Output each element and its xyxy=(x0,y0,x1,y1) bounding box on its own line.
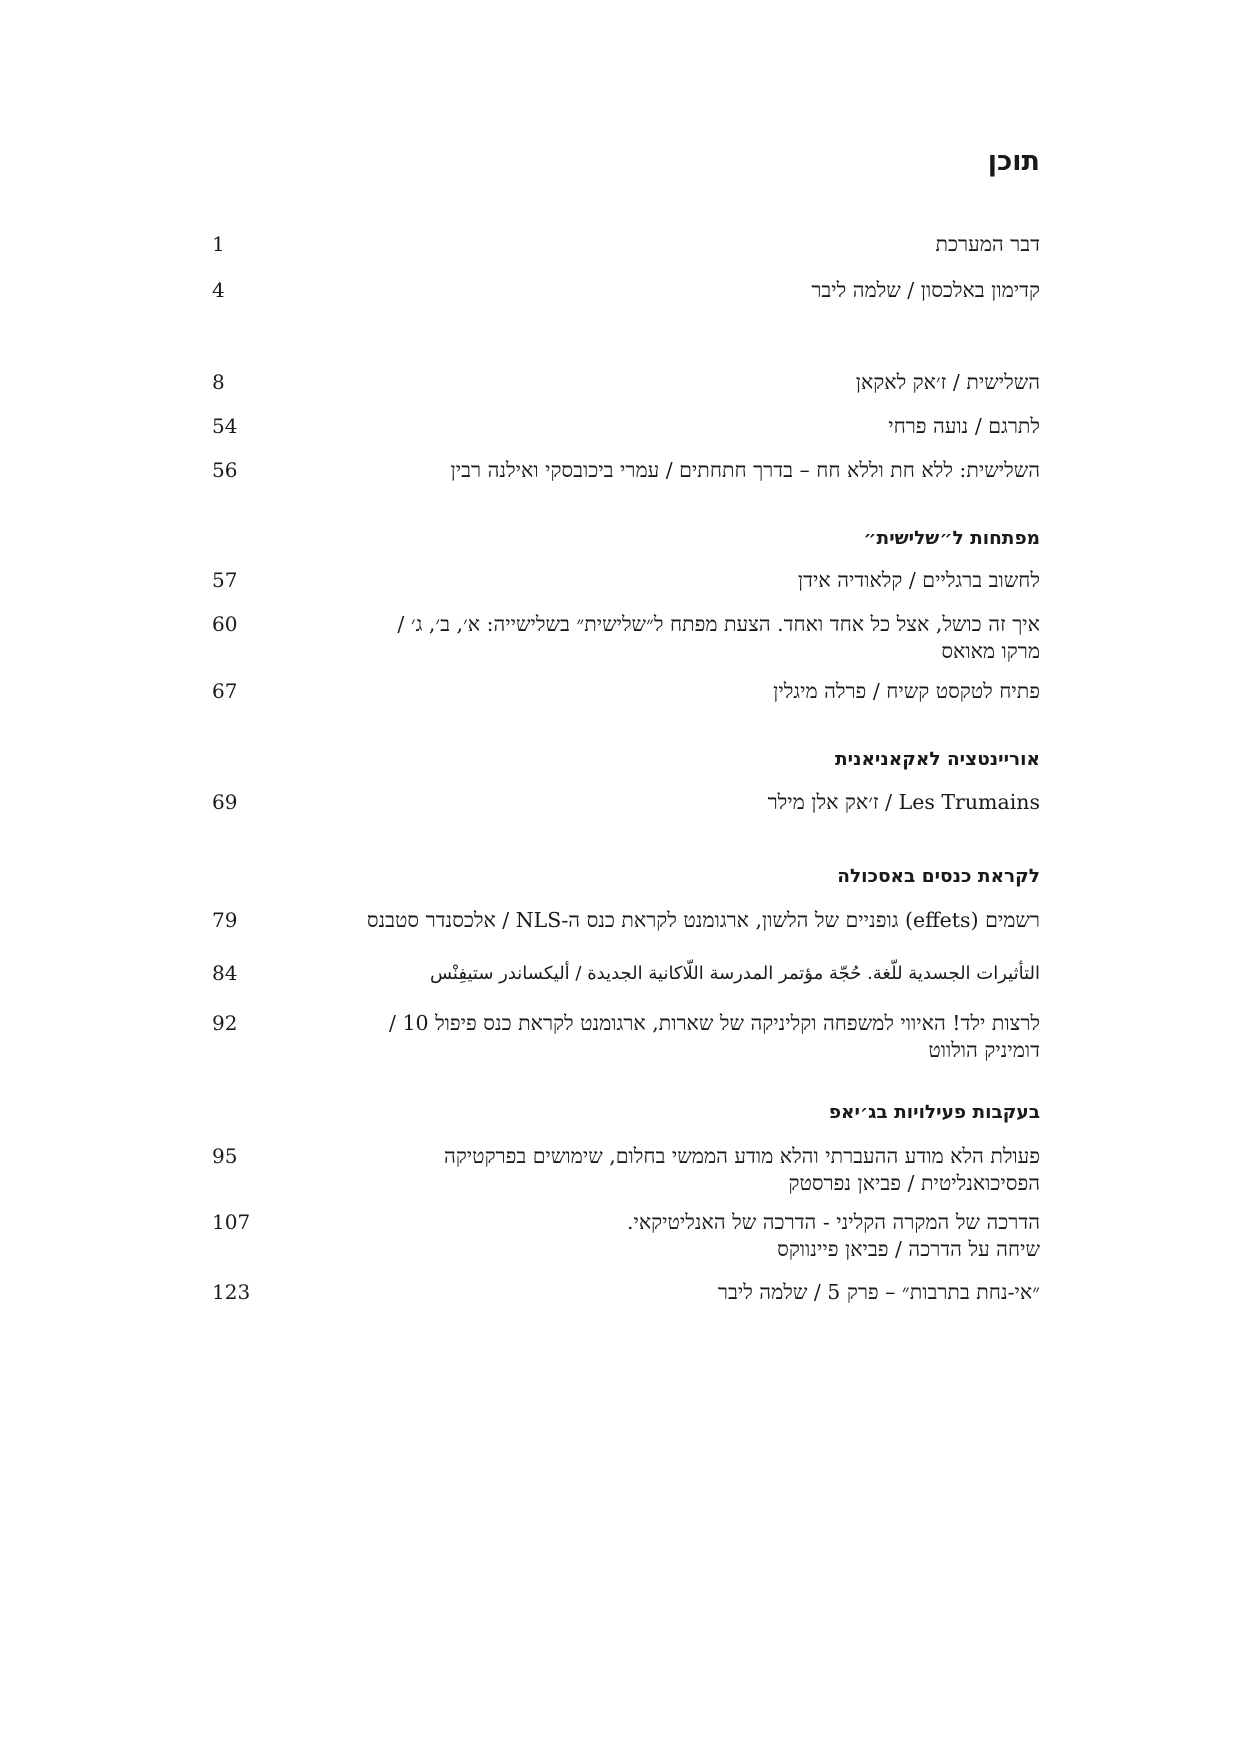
toc-entry-text: השלישית / ז׳אק לאקאן xyxy=(855,370,1040,394)
toc-entry xyxy=(288,1010,1040,1064)
toc-entry xyxy=(288,369,1040,396)
toc-section-heading xyxy=(288,863,1040,890)
toc-entry xyxy=(288,457,1040,484)
toc-section-heading-text: בעקבות פעילויות בג׳יאפ xyxy=(828,1102,1040,1123)
toc-page-number: 69 xyxy=(212,790,238,814)
toc-entry xyxy=(288,413,1040,440)
toc-page-number: 92 xyxy=(212,1011,238,1035)
toc-page-number: 8 xyxy=(212,370,225,394)
toc-page-number: 56 xyxy=(212,458,238,482)
toc-page-number: 54 xyxy=(212,414,238,438)
toc-entry-text: לרצות ילד! האיווי למשפחה וקליניקה של שארות, ארגומנט לקראת כנס פיפול 10 / דומיניק הולווט xyxy=(389,1011,1040,1062)
toc-entry-text: איך זה כושל, אצל כל אחד ואחד. הצעת מפתח ל״שלישית״ בשלישייה: א׳, ב׳, ג׳ / מרקו מאואס xyxy=(397,612,1040,663)
toc-page-number: 79 xyxy=(212,908,238,932)
toc-entry-text: לחשוב ברגליים / קלאודיה אידן xyxy=(797,568,1040,592)
toc-section-heading-text: מפתחות ל״שלישית״ xyxy=(863,528,1040,549)
toc-section-heading-text: אוריינטציה לאקאניאנית xyxy=(835,749,1040,770)
toc-entry-text: הדרכה של המקרה הקליני - הדרכה של האנליטיקאי. שיחה על הדרכה / פביאן פיינווקס xyxy=(626,1210,1040,1261)
toc-page-number: 95 xyxy=(212,1144,238,1168)
toc-entry xyxy=(288,960,1040,987)
toc-section-heading xyxy=(288,525,1040,552)
toc-section-heading xyxy=(288,1099,1040,1126)
toc-page-number: 107 xyxy=(212,1210,251,1234)
toc-entry-text: השלישית: ללא חת וללא חח – בדרך חתחתים / עמרי ביכובסקי ואילנה רבין xyxy=(450,458,1040,482)
toc-page-number: 123 xyxy=(212,1280,251,1304)
toc-entry xyxy=(288,678,1040,705)
toc-page-number: 84 xyxy=(212,961,238,985)
toc-entry xyxy=(288,611,1040,665)
toc-entry xyxy=(288,231,1040,258)
toc-entry xyxy=(288,1209,1040,1263)
toc-page-number: 57 xyxy=(212,568,238,592)
toc-title: תוכן xyxy=(987,146,1040,177)
toc-page-number: 4 xyxy=(212,278,225,302)
toc-section-heading-text: לקראת כנסים באסכולה xyxy=(837,866,1040,887)
toc-page-number: 60 xyxy=(212,612,238,636)
toc-entry-text: פעולת הלא מודע ההעברתי והלא מודע הממשי בחלום, שימושים בפרקטיקה הפסיכואנליטית / פביאן נפרסטק xyxy=(444,1144,1040,1195)
toc-entry-text: التأثيرات الجسدية للّغة. حُجّة مؤتمر المدرسة اللّاكانية الجديدة / أليكساندر ستيفِنْس xyxy=(429,963,1040,984)
toc-entry-text: Les Trumains / ז׳אק אלן מילר xyxy=(767,790,1040,814)
toc-entry-text: פתיח לטקסט קשיח / פרלה מיגלין xyxy=(773,679,1040,703)
toc-entry xyxy=(288,567,1040,594)
toc-entry-text: לתרגם / נועה פרחי xyxy=(888,414,1040,438)
toc-entry xyxy=(288,277,1040,304)
toc-entry xyxy=(288,1143,1040,1197)
toc-entry-text: רשמים (effets) גופניים של הלשון, ארגומנט לקראת כנס ה-NLS / אלכסנדר סטבנס xyxy=(366,908,1040,932)
toc-page-number: 1 xyxy=(212,232,225,256)
toc-entry-text: ״אי-נחת בתרבות״ – פרק 5 / שלמה ליבר xyxy=(717,1280,1040,1304)
toc-entry-text: דבר המערכת xyxy=(935,232,1040,256)
toc-section-heading xyxy=(288,746,1040,773)
toc-entry xyxy=(288,1279,1040,1306)
toc-entry xyxy=(288,907,1040,934)
toc-page-number: 67 xyxy=(212,679,238,703)
toc-entry xyxy=(288,789,1040,816)
toc-entry-text: קדימון באלכסון / שלמה ליבר xyxy=(811,278,1040,302)
